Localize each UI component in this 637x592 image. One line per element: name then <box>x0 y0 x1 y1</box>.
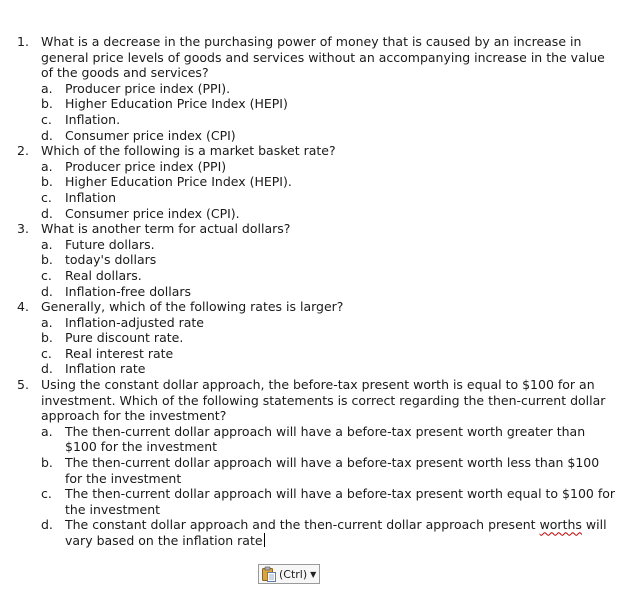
question-number: 5. <box>17 377 29 393</box>
option-a <box>41 81 619 97</box>
option-text: today's dollars <box>65 252 157 268</box>
paste-options-label: (Ctrl) <box>279 567 308 581</box>
option-c <box>41 268 619 284</box>
options-list <box>41 424 619 549</box>
question-number: 3. <box>17 221 29 237</box>
question-number: 1. <box>17 34 29 49</box>
chevron-down-icon: ▼ <box>310 569 317 579</box>
option-text: Real interest rate <box>65 345 174 361</box>
option-c <box>41 346 619 362</box>
option-text: Inflation-free dollars <box>65 283 192 299</box>
option-letter: d. <box>41 361 53 377</box>
options-list <box>41 315 619 377</box>
option-letter: b. <box>41 252 53 268</box>
option-b <box>41 455 619 486</box>
question-text: Generally, which of the following rates is larger? <box>41 299 344 315</box>
option-text: Producer price index (PPI) <box>65 158 227 174</box>
option-a <box>41 315 619 331</box>
option-letter: d. <box>41 517 53 533</box>
option-b <box>41 330 619 346</box>
option-text: Consumer price index (CPI) <box>65 127 236 143</box>
option-c <box>41 190 619 206</box>
option-text <box>65 517 607 548</box>
option-text: Higher Education Price Index (HEPI) <box>65 96 288 112</box>
option-text: Producer price index (PPI). <box>65 80 231 96</box>
question-number: 4. <box>17 299 29 315</box>
option-letter: c. <box>41 486 52 502</box>
option-text: Inflation <box>65 189 117 205</box>
question-5 <box>0 377 637 549</box>
document-body[interactable] <box>0 34 637 549</box>
option-letter: c. <box>41 111 52 127</box>
option-letter: b. <box>41 96 53 112</box>
option-letter: a. <box>41 236 53 252</box>
option-d <box>41 284 619 300</box>
option-c <box>41 486 619 517</box>
option-letter: c. <box>41 345 52 361</box>
option-text-start: The constant dollar approach and the then-current dollar approach present <box>65 517 540 533</box>
question-number: 2. <box>17 143 29 159</box>
options-list <box>41 159 619 221</box>
question-text: What is a decrease in the purchasing power of money that is caused by an increase in general price levels of goods and services without an accompanying increase in the value of the goods and services? <box>41 34 605 81</box>
question-text: Using the constant dollar approach, the before-tax present worth is equal to $100 for an investment. Which of the following statements is correct regarding the then-current dollar approach for the investment? <box>41 377 606 424</box>
text-cursor <box>264 533 265 547</box>
option-letter: c. <box>41 267 52 283</box>
option-text: Inflation. <box>65 111 121 127</box>
option-text: Higher Education Price Index (HEPI). <box>65 174 292 190</box>
option-d <box>41 206 619 222</box>
question-3 <box>0 221 637 299</box>
option-letter: b. <box>41 455 53 471</box>
option-letter: d. <box>41 127 53 143</box>
option-text: Real dollars. <box>65 267 142 283</box>
option-a <box>41 159 619 175</box>
option-c <box>41 112 619 128</box>
options-list <box>41 81 619 143</box>
clipboard-paste-icon <box>261 566 277 582</box>
option-letter: d. <box>41 205 53 221</box>
option-text: Pure discount rate. <box>65 330 184 346</box>
option-text: Consumer price index (CPI). <box>65 205 240 221</box>
option-letter: a. <box>41 423 53 439</box>
option-d <box>41 517 619 548</box>
question-text: What is another term for actual dollars? <box>41 221 291 237</box>
option-letter: c. <box>41 189 52 205</box>
question-2 <box>0 143 637 221</box>
option-text: The then-current dollar approach will have a before-tax present worth less than $100 for the investment <box>65 455 600 486</box>
option-d <box>41 128 619 144</box>
option-letter: d. <box>41 283 53 299</box>
option-d <box>41 361 619 377</box>
options-list <box>41 237 619 299</box>
option-text: The then-current dollar approach will have a before-tax present worth equal to $100 for the investment <box>65 486 616 517</box>
question-4 <box>0 299 637 377</box>
paste-options-button[interactable] <box>258 564 320 584</box>
option-text: Inflation-adjusted rate <box>65 314 204 330</box>
option-letter: a. <box>41 158 53 174</box>
option-a <box>41 424 619 455</box>
option-a <box>41 237 619 253</box>
question-1 <box>0 34 637 143</box>
option-text: Future dollars. <box>65 236 155 252</box>
spelling-error-word[interactable]: worths <box>539 517 582 533</box>
option-b <box>41 96 619 112</box>
option-text-end: will vary based on the inflation rate <box>65 517 607 548</box>
option-letter: a. <box>41 314 53 330</box>
option-b <box>41 252 619 268</box>
option-text: Inflation rate <box>65 361 146 377</box>
option-letter: b. <box>41 330 53 346</box>
option-letter: b. <box>41 174 53 190</box>
option-text: The then-current dollar approach will have a before-tax present worth greater than $100 for the investment <box>65 423 586 455</box>
option-b <box>41 174 619 190</box>
option-letter: a. <box>41 80 53 96</box>
question-text: Which of the following is a market basket rate? <box>41 143 336 159</box>
